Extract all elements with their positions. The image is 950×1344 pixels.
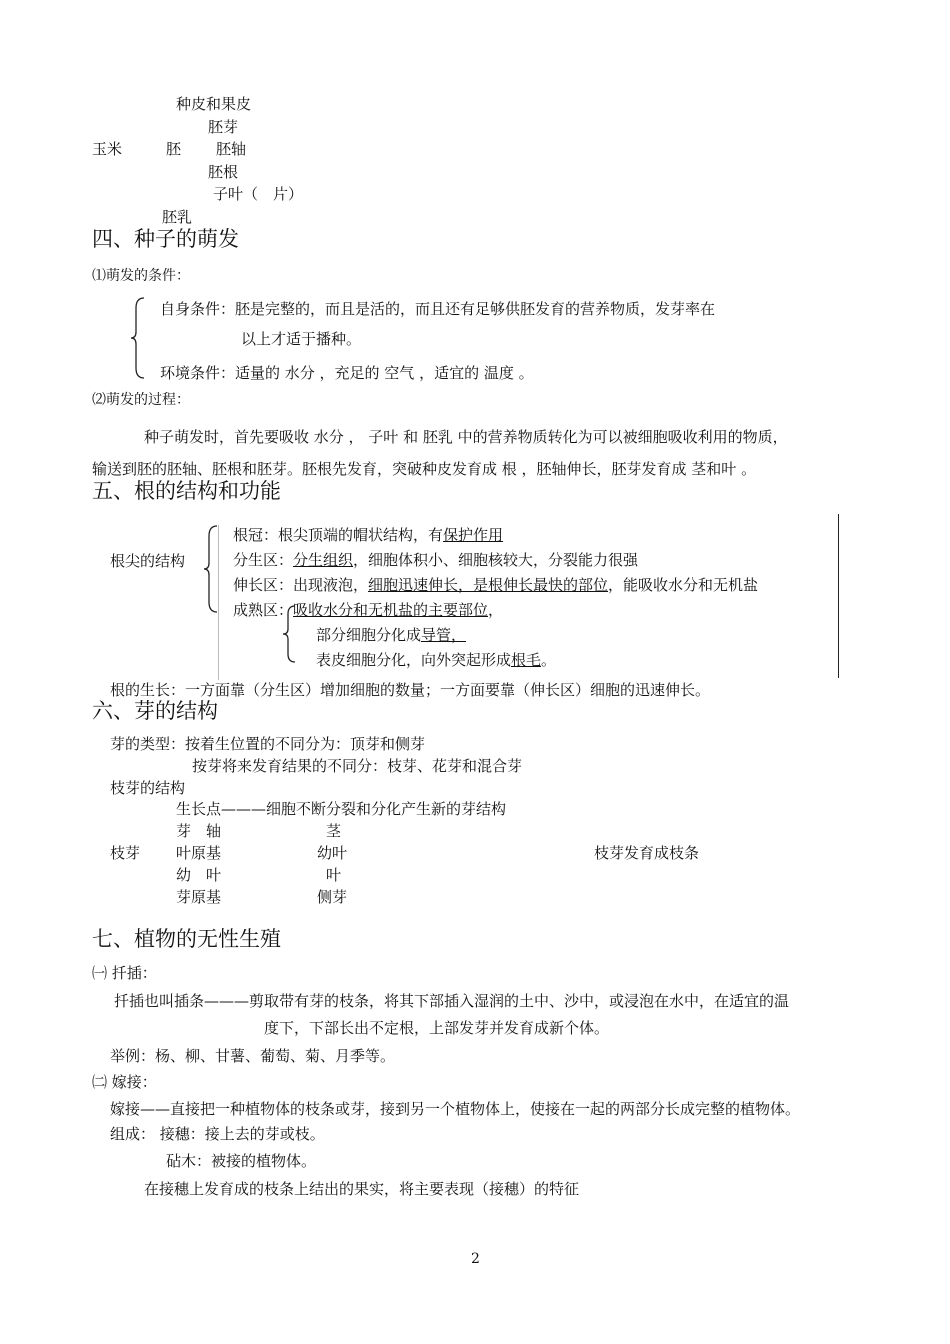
germination-conditions-title: ⑴萌发的条件：	[92, 268, 190, 284]
bud-primordium: 芽原基	[176, 888, 222, 906]
growing-point: 生长点———细胞不断分裂和分化产生新的芽结构	[176, 800, 507, 818]
corn-plumule: 胚芽	[208, 118, 239, 136]
germination-process-line1: 种子萌发时，首先要吸收 水分 ， 子叶 和 胚乳 中的营养物质转化为可以被细胞吸收利用的物质，	[144, 428, 788, 446]
leaf-primordium: 叶原基	[176, 844, 222, 862]
stem: 茎	[326, 822, 342, 840]
corn-radicle: 胚根	[208, 163, 239, 181]
grafting-result: 在接穗上发育成的枝条上结出的果实，将主要表现（接穗）的特征	[144, 1180, 580, 1198]
grafting-desc: 嫁接——直接把一种植物体的枝条或芽，接到另一个植物体上，使接在一起的两部分长成完整的植物体。	[110, 1100, 801, 1118]
lateral-bud: 侧芽	[317, 888, 348, 906]
leaf: 叶	[326, 866, 342, 884]
maturation-root-hair: 表皮细胞分化，向外突起形成根毛。	[316, 651, 557, 669]
section-4-heading: 四、种子的萌发	[92, 227, 239, 251]
grafting-scion: 组成： 接穗：接上去的芽或枝。	[110, 1125, 325, 1143]
grafting-title: ㈡ 嫁接：	[92, 1073, 157, 1091]
page-number: 2	[471, 1251, 480, 1267]
section-6-heading: 六、芽的结构	[92, 699, 218, 723]
environment-condition: 环境条件：适量的 水分 ，充足的 空气 ，适宜的 温度 。	[160, 364, 534, 382]
self-condition: 自身条件：胚是完整的，而且是活的，而且还有足够供胚发育的营养物质，发芽率在	[160, 300, 716, 318]
section-5-heading: 五、根的结构和功能	[92, 479, 281, 503]
root-tip-brace	[203, 524, 219, 614]
germination-process-line2: 输送到胚的胚轴、胚根和胚芽。胚根先发育，突破种皮发育成 根 ，胚轴伸长，胚芽发育成 茎和叶 。	[92, 460, 757, 478]
maturation-brace	[282, 604, 296, 664]
corn-cotyledon: 子叶（ 片）	[213, 185, 304, 203]
conditions-brace	[130, 296, 146, 380]
elongation-zone: 伸长区：出现液泡，细胞迅速伸长，是根伸长最快的部位，能吸收水分和无机盐	[233, 576, 759, 594]
bud-becomes-branch: 枝芽发育成枝条	[594, 844, 700, 862]
box-right-line	[838, 514, 839, 678]
root-tip-label: 根尖的结构	[110, 552, 186, 570]
germination-process-title: ⑵萌发的过程：	[92, 392, 190, 408]
cutting-examples: 举例：杨、柳、甘薯、葡萄、菊、月季等。	[110, 1047, 396, 1065]
corn-endosperm: 胚乳	[162, 208, 193, 226]
cutting-title: ㈠ 扦插：	[92, 964, 157, 982]
grafting-rootstock: 砧木：被接的植物体。	[166, 1152, 317, 1170]
root-growth: 根的生长：一方面靠（分生区）增加细胞的数量；一方面要靠（伸长区）细胞的迅速伸长。	[110, 681, 711, 699]
corn-label: 玉米	[92, 140, 123, 158]
bud-types-1: 芽的类型：按着生位置的不同分为：顶芽和侧芽	[110, 735, 426, 753]
young-leaf: 幼 叶	[176, 866, 222, 884]
corn-hypocotyl: 胚轴	[216, 140, 247, 158]
box-left-line	[218, 525, 219, 680]
bud-axis: 芽 轴	[176, 822, 222, 840]
maturation-vessel: 部分细胞分化成导管，	[316, 626, 467, 644]
young-leaf-result: 幼叶	[317, 844, 348, 862]
branch-bud-structure: 枝芽的结构	[110, 779, 186, 797]
section-7-heading: 七、植物的无性生殖	[92, 927, 281, 951]
self-condition-cont: 以上才适于播种。	[241, 330, 362, 348]
meristem-zone: 分生区：分生组织，细胞体积小、细胞核较大，分裂能力很强	[233, 551, 639, 569]
bud-types-2: 按芽将来发育结果的不同分：枝芽、花芽和混合芽	[192, 757, 523, 775]
maturation-zone: 成熟区：吸收水分和无机盐的主要部位，	[233, 601, 504, 619]
branch-bud: 枝芽	[110, 844, 141, 862]
corn-embryo: 胚	[166, 140, 182, 158]
corn-seed-coat: 种皮和果皮	[176, 95, 252, 113]
root-cap: 根冠：根尖顶端的帽状结构，有保护作用	[233, 526, 504, 544]
cutting-desc-2: 度下，下部长出不定根，上部发芽并发育成新个体。	[264, 1019, 610, 1037]
cutting-desc-1: 扦插也叫插条———剪取带有芽的枝条，将其下部插入湿润的土中、沙中，或浸泡在水中，在适宜的温	[114, 992, 790, 1010]
